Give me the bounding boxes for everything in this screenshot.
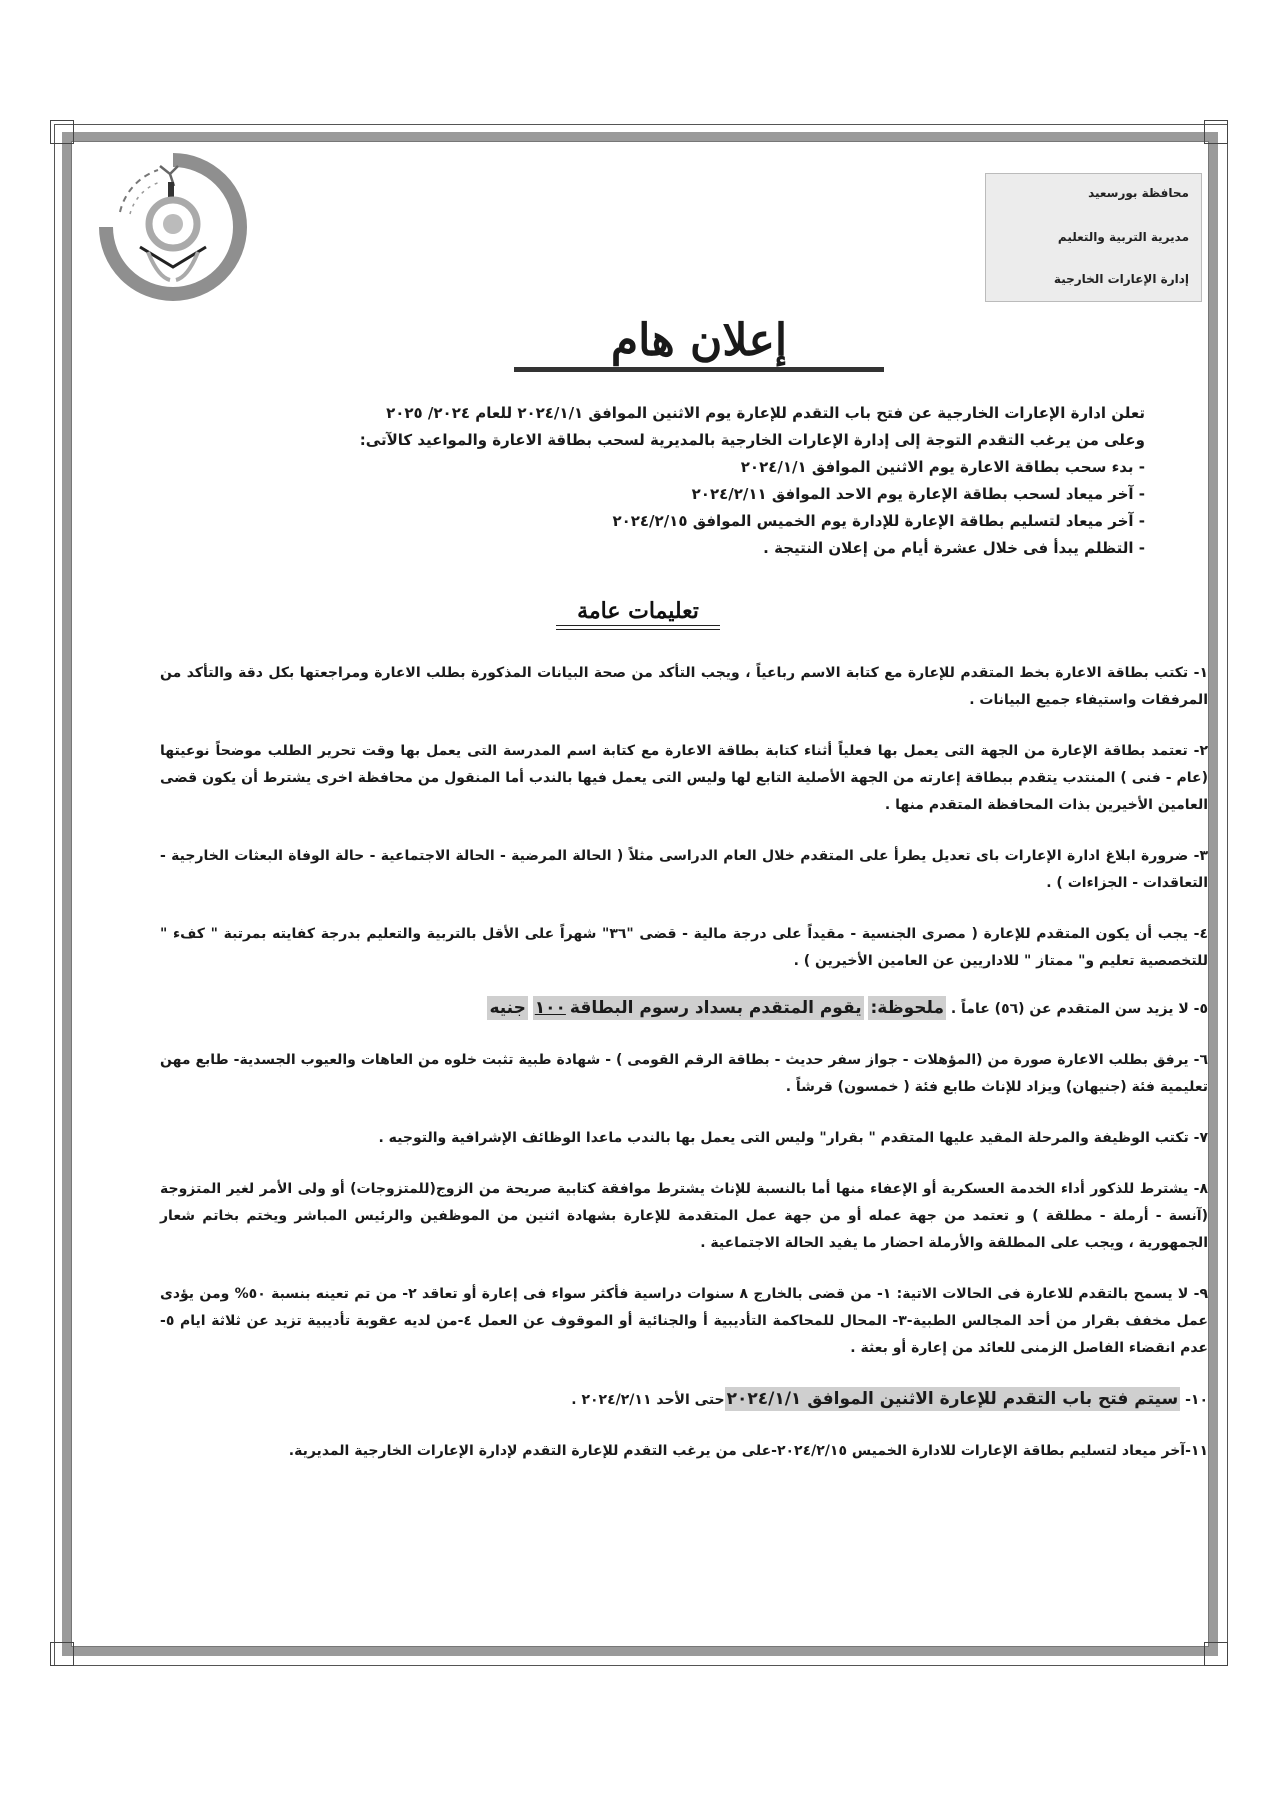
application-open-highlight: سيتم فتح باب التقدم للإعارة الاثنين الموافق ٢٠٢٤/١/١ xyxy=(726,1389,1179,1409)
frame-corner-bottom-left xyxy=(50,1642,74,1666)
instruction-item-3: ٣- ضرورة ابلاغ ادارة الإعارات باى تعديل يطرأ على المتقدم خلال العام الدراسى مثلاً ( الحالة المرضية - الحالة الاجتماعية - حالة الوفاة البعثات الخارجية - التعاقدات - الجزاءات ) . xyxy=(160,848,1208,891)
instruction-item-10 xyxy=(160,1386,1208,1414)
section-heading-text: تعليمات عامة xyxy=(577,598,699,624)
letterhead-box xyxy=(985,173,1202,302)
instruction-item-4: ٤- يجب أن يكون المتقدم للإعارة ( مصرى الجنسية - مقيداً على درجة مالية - قضى "٣٦" شهراً على الأقل بالتربية والتعليم بدرجة كفايته بمرتبة " كفء " للتخصصية تعليم و" ممتاز " للاداريين عن العامين الأخيرين ) . xyxy=(160,926,1208,969)
department-label: إدارة الإعارات الخارجية xyxy=(1053,272,1189,286)
frame-corner-top-left xyxy=(50,120,74,144)
page-title: إعلان هام xyxy=(610,315,788,366)
instruction-item-6: ٦- يرفق بطلب الاعارة صورة من (المؤهلات - جواز سفر حديث - بطاقة الرقم القومى ) - شهادة طبية تثبت خلوه من العاهات والعيوب الجسدية- طابع مهن تعليمية فئة (جنيهان) ويزاد للإناث طابع فئة ( خمسون) قرشاً . xyxy=(160,1052,1208,1095)
frame-corner-top-right xyxy=(1204,120,1228,144)
intro-line-1: تعلن ادارة الإعارات الخارجية عن فتح باب التقدم للإعارة يوم الاثنين الموافق ٢٠٢٤/١/١ للعام ٢٠٢٤/ ٢٠٢٥ xyxy=(386,404,1145,422)
fee-note-text: يقوم المتقدم بسداد رسوم البطاقة xyxy=(569,998,862,1018)
instruction-item-8: ٨- يشترط للذكور أداء الخدمة العسكرية أو الإعفاء منها أما بالنسبة للإناث يشترط موافقة كتابية صريحة من الزوج(للمتزوجات) أو ولى الأمر لغير المتزوجة (آنسة - أرملة - مطلقة ) و تعتمد من جهة عمله أو من جهة عمل المتقدمة للإعارة بشهادة اثنين من الموظفين والرئيس المباشر ويختم بخاتم شعار الجمهورية ، ويجب على المطلقة والأرملة احضار ما يفيد الحالة الاجتماعية . xyxy=(160,1181,1208,1251)
age-limit-text: ٥- لا يزيد سن المتقدم عن (٥٦) عاماً . xyxy=(950,1001,1208,1017)
date-item: - بدء سحب بطاقة الاعارة يوم الاثنين الموافق ٢٠٢٤/١/١ xyxy=(740,458,1145,476)
date-item: - التظلم يبدأ فى خلال عشرة أيام من إعلان النتيجة . xyxy=(763,539,1145,557)
item-10-number: ١٠- xyxy=(1180,1392,1208,1408)
frame-corner-bottom-right xyxy=(1204,1642,1228,1666)
application-close-text: حتى الأحد ٢٠٢٤/٢/١١ . xyxy=(571,1392,725,1408)
instructions-list xyxy=(160,660,1208,1489)
section-heading xyxy=(552,598,724,624)
fee-currency: جنيه xyxy=(489,998,526,1018)
title-underline xyxy=(514,367,884,372)
directorate-label: مديرية التربية والتعليم xyxy=(1057,230,1189,244)
intro-line-2: وعلى من يرغب التقدم التوجة إلى إدارة الإعارات الخارجية بالمديرية لسحب بطاقة الاعارة والمواعيد كالآتى: xyxy=(359,431,1145,449)
instruction-item-7: ٧- تكتب الوظيفة والمرحلة المقيد عليها المتقدم " بقرار" وليس التى يعمل بها بالندب ماعدا الوظائف الإشرافية والتوجيه . xyxy=(378,1130,1208,1146)
date-item: - آخر ميعاد لسحب بطاقة الإعارة يوم الاحد الموافق ٢٠٢٤/٢/١١ xyxy=(691,485,1145,503)
governorate-label: محافظة بورسعيد xyxy=(1088,186,1189,200)
ministry-of-education-emblem-icon xyxy=(98,152,248,302)
instruction-item-1: ١- تكتب بطاقة الاعارة بخط المتقدم للإعارة مع كتابة الاسم رباعياً ، ويجب التأكد من صحة البيانات المذكورة بطلب الاعارة ومراجعتها بكل دقة والتأكد من المرفقات واستيفاء جميع البيانات . xyxy=(160,665,1208,708)
instruction-item-11: ١١-آخر ميعاد لتسليم بطاقة الإعارات للادارة الخميس ٢٠٢٤/٢/١٥-على من يرغب التقدم للإعارة التقدم لإدارة الإعارات الخارجية المديرية. xyxy=(288,1443,1208,1459)
instruction-item-9: ٩- لا يسمح بالتقدم للاعارة فى الحالات الاتية: ١- من قضى بالخارج ٨ سنوات دراسية فأكثر سواء فى إعارة أو تعاقد ٢- من تم تعينه بنسبة ٥٠% ومن يؤدى عمل مخفف بقرار من أحد المجالس الطبية-٣- المحال للمحاكمة التأديبية أ والجنائية أو الموقوف عن العمل ٤-من لديه عقوبة تأديبية تزيد عن ثلاثة ايام ٥- عدم انقضاء الفاصل الزمنى للعائد من إعارة أو بعثة . xyxy=(160,1286,1209,1356)
announcement-title-block xyxy=(514,315,884,370)
section-heading-underline xyxy=(556,625,720,630)
fee-amount: ١٠٠ xyxy=(534,998,566,1018)
instruction-item-5 xyxy=(160,995,1208,1023)
note-label: ملحوظة: xyxy=(870,998,944,1018)
instruction-item-2: ٢- تعتمد بطاقة الإعارة من الجهة التى يعمل بها فعلياً أثناء كتابة بطاقة الاعارة مع كتابة اسم المدرسة التى يعمل بها وقت تحرير الطلب موضحاً نوعيتها (عام - فنى ) المنتدب يتقدم ببطاقة إعارته من الجهة الأصلية التابع لها وليس التى يعمل فيها بالندب أما المنقول من محافظة اخرى يشترط أن يكون قضى العامين الأخيرين بذات المحافظة المتقدم منها . xyxy=(160,743,1208,813)
announcement-intro xyxy=(145,400,1145,562)
date-item: - آخر ميعاد لتسليم بطاقة الإعارة للإدارة يوم الخميس الموافق ٢٠٢٤/٢/١٥ xyxy=(612,512,1145,530)
